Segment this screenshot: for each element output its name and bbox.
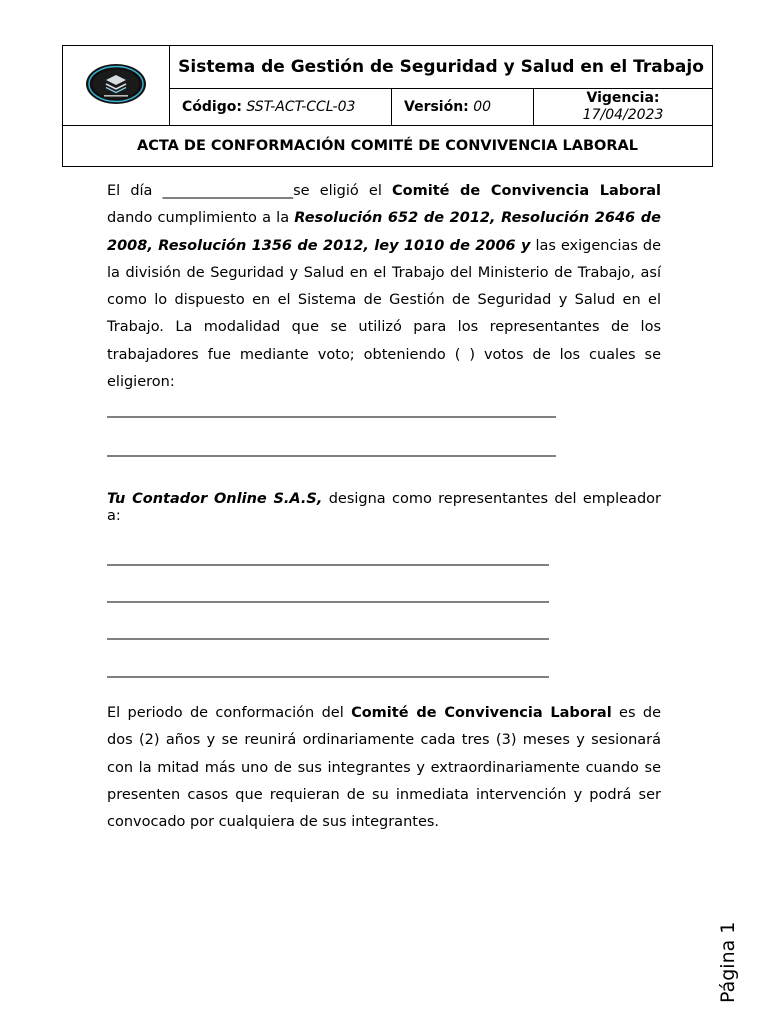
committee-name: Comité de Convivencia Laboral <box>392 183 662 199</box>
p2-text: designa como representantes del empleador a: <box>107 491 661 524</box>
worker-rep-line-2: _____________________________________________________________________ <box>107 441 556 457</box>
employer-paragraph <box>107 491 661 525</box>
p3-text-1: El periodo de conformación del <box>107 705 352 721</box>
document-title: ACTA DE CONFORMACIÓN COMITÉ DE CONVIVENCIA LABORAL <box>63 126 713 167</box>
code-label: Código: <box>182 99 242 115</box>
version-label: Versión: <box>404 99 469 115</box>
company-name: Tu Contador Online S.A.S, <box>107 491 323 507</box>
employer-rep-line-4: ____________________________________________________________________ <box>107 662 549 678</box>
system-title: Sistema de Gestión de Seguridad y Salud en el Trabajo <box>170 46 713 89</box>
document-version <box>392 89 534 126</box>
p3-text-2: es de dos (2) años y se reunirá ordinariamente cada tres (3) meses y sesionará con la mitad más uno de sus integrantes y extraordinariamente cuando se presenten casos que requieran de su inmediata intervención y podrá ser convocado por cualquiera de sus integrantes. <box>107 705 661 831</box>
version-value: 00 <box>473 99 492 115</box>
document-code <box>170 89 392 126</box>
p1-text-3: dando cumplimiento a la <box>107 210 295 227</box>
logo-cell <box>63 46 170 126</box>
committee-name-2: Comité de Convivencia Laboral <box>351 705 612 721</box>
period-paragraph <box>107 700 661 836</box>
page-number: Página 1 <box>717 921 739 1003</box>
validity-label: Vigencia: <box>586 90 660 106</box>
document-header-table <box>62 45 713 167</box>
p1-text-2: se eligió el <box>293 183 393 199</box>
employer-rep-line-3: ____________________________________________________________________ <box>107 624 549 640</box>
company-logo-icon <box>85 63 147 105</box>
code-value: SST-ACT-CCL-03 <box>246 99 356 115</box>
p1-text-4: las exigencias de la división de Seguridad y Salud en el Trabajo del Ministerio de Trabajo, así como lo dispuesto en el Sistema de Gestión de Seguridad y Salud en el Trabajo. La modalidad que se utilizó para los representantes de los trabajadores fue mediante voto; obteniendo ( ) votos de los cuales se eligieron: <box>107 237 661 391</box>
date-blank: __________________ <box>162 183 294 199</box>
election-paragraph <box>107 178 661 396</box>
worker-rep-line-1: _____________________________________________________________________ <box>107 402 556 418</box>
employer-rep-line-2: ____________________________________________________________________ <box>107 587 549 603</box>
document-validity <box>534 89 713 126</box>
p1-text-1: El día <box>107 183 163 199</box>
validity-date: 17/04/2023 <box>582 107 664 123</box>
resolutions-list: Resolución 652 de 2012, Resolución 2646 de 2008, Resolución 1356 de 2012, ley 1010 de 2006 y <box>107 210 661 254</box>
employer-rep-line-1: ____________________________________________________________________ <box>107 550 549 566</box>
